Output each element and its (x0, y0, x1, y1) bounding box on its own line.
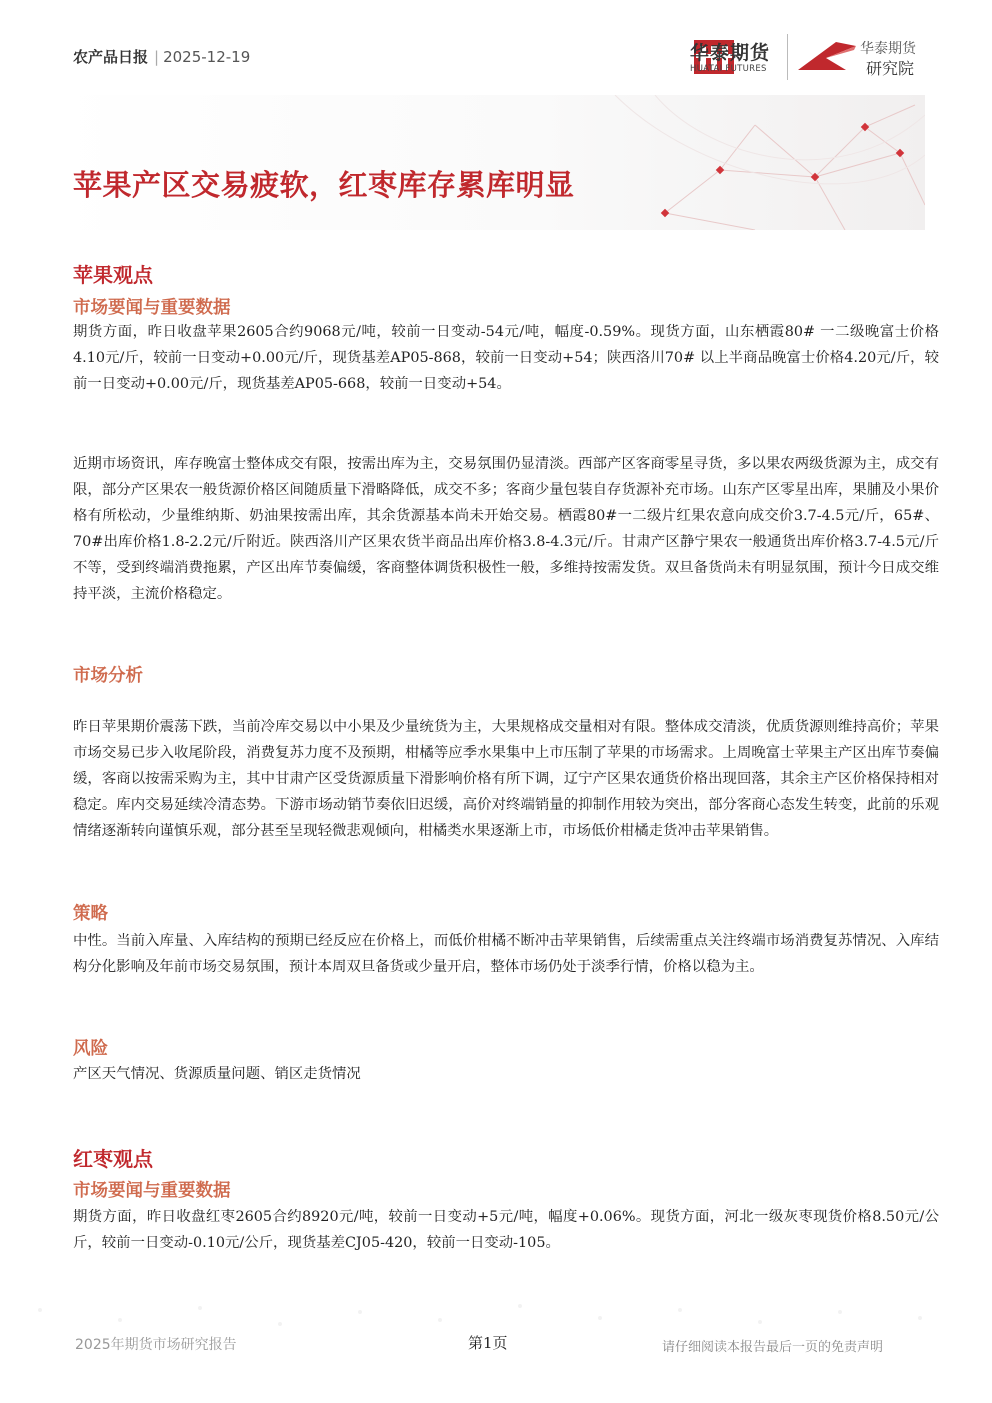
apple-analysis-heading: 市场分析 (73, 666, 143, 686)
jujube-news-heading: 市场要闻与重要数据 (73, 1181, 231, 1201)
footer-watermark-pattern (0, 1290, 992, 1370)
apple-strategy-heading: 策略 (73, 904, 108, 924)
report-type: 农产品日报 (73, 48, 149, 66)
logo-name-cn: 华泰期货 (690, 42, 771, 64)
institute-name-line1: 华泰期货 (860, 41, 916, 57)
apple-strategy-paragraph: 中性。当前入库量、入库结构的预期已经反应在价格上，而低价柑橘不断冲击苹果销售，后续需重点关注终端市场消费复苏情况、入库结构分化影响及年前市场交易氛围，预计本周双旦备货或少量开启，整体市场仍处于淡季行情，价格以稳为主。 (73, 933, 939, 975)
jujube-news-paragraph-1: 期货方面，昨日收盘红枣2605合约8920元/吨，较前一日变动+5元/吨，幅度+0.06%。现货方面，河北一级灰枣现货价格8.50元/公斤，较前一日变动-0.10元/公斤，现货基差CJ05-420，较前一日变动-105。 (73, 1209, 939, 1251)
jujube-section-heading: 红枣观点 (73, 1147, 153, 1171)
apple-news-paragraph-1: 期货方面，昨日收盘苹果2605合约9068元/吨，较前一日变动-54元/吨，幅度-0.59%。现货方面，山东栖霞80# 一二级晚富士价格4.10元/斤，较前一日变动+0.00元/斤，现货基差AP05-868，较前一日变动+54；陕西洛川70# 以上半商品晚富士价格4.20元/斤，较前一日变动+0.00元/斤，现货基差AP05-668，较前一日变动+54。 (73, 324, 939, 392)
apple-news-heading: 市场要闻与重要数据 (73, 298, 231, 318)
institute-logo-icon (796, 36, 858, 76)
apple-analysis-paragraph: 昨日苹果期价震荡下跌，当前冷库交易以中小果及少量统货为主，大果规格成交量相对有限。整体成交清淡，优质货源则维持高价；苹果市场交易已步入收尾阶段，消费复苏力度不及预期，柑橘等应季水果集中上市压制了苹果的市场需求。上周晚富士苹果主产区出库节奏偏缓，客商以按需采购为主，其中甘肃产区受货源质量下滑影响价格有所下调，辽宁产区果农通货价格出现回落，其余主产区价格保持相对稳定。库内交易延续冷清态势。下游市场动销节奏依旧迟缓，高价对终端销量的抑制作用较为突出，部分客商心态发生转变，此前的乐观情绪逐渐转向谨慎乐观，部分甚至呈现轻微悲观倾向，柑橘类水果逐渐上市，市场低价柑橘走货冲击苹果销售。 (73, 719, 939, 839)
apple-risk-heading: 风险 (73, 1039, 108, 1059)
report-title: 苹果产区交易疲软，红枣库存累库明显 (73, 168, 575, 202)
logo-name-en: HUATAI FUTURES (690, 64, 767, 74)
header-separator: | (154, 48, 160, 66)
footer-page-number: 第1页 (468, 1334, 508, 1352)
institute-name-line2: 研究院 (866, 59, 915, 78)
apple-section-heading: 苹果观点 (73, 263, 153, 287)
footer-report-name: 2025年期货市场研究报告 (75, 1337, 237, 1353)
logo-divider (787, 34, 788, 80)
footer-disclaimer-note: 请仔细阅读本报告最后一页的免责声明 (662, 1340, 884, 1355)
report-date: 2025-12-19 (163, 48, 251, 66)
apple-risk-paragraph: 产区天气情况、货源质量问题、销区走货情况 (73, 1066, 361, 1082)
apple-news-paragraph-2: 近期市场资讯，库存晚富士整体成交有限，按需出库为主，交易氛围仍显清淡。西部产区客商零星寻货，多以果农两级货源为主，成交有限，部分产区果农一般货源价格区间随质量下滑略降低，成交不多；客商少量包装自存货源补充市场。山东产区零星出库，果脯及小果价格有所松动，少量维纳斯、奶油果按需出库，其余货源基本尚未开始交易。栖霞80#一二级片红果农意向成交价3.7-4.5元/斤，65#、70#出库价格1.8-2.2元/斤附近。陕西洛川产区果农货半商品出库价格3.8-4.3元/斤。甘肃产区静宁果农一般通货出库价格3.7-4.5元/斤不等，受到终端消费拖累，产区出库节奏偏缓，客商整体调货积极性一般，多维持按需发货。双旦备货尚未有明显氛围，预计今日成交维持平淡，主流价格稳定。 (73, 456, 939, 602)
report-header (73, 46, 250, 67)
